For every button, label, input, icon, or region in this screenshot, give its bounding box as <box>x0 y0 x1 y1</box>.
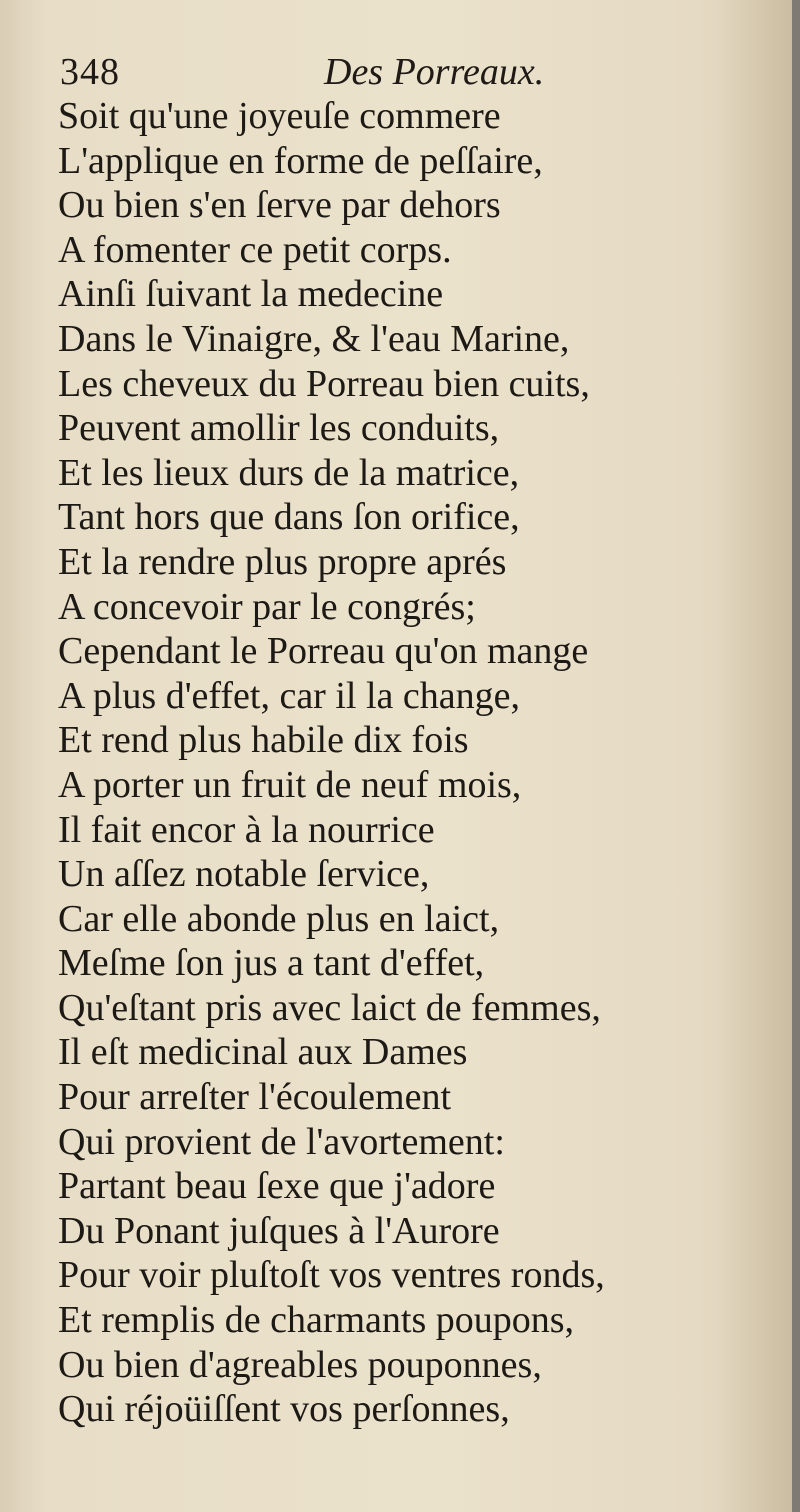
verse-line: A porter un fruit de neuf mois, <box>58 763 522 806</box>
verse-line: Peuvent amollir les conduits, <box>58 407 500 450</box>
page-number: 348 <box>60 51 120 93</box>
verse-line: Qu'eſtant pris avec laict de femmes, <box>58 986 601 1029</box>
verse-line: A fomenter ce petit corps. <box>58 228 452 271</box>
verse-line: Et rend plus habile dix fois <box>58 719 469 762</box>
verse-line: Ou bien s'en ſerve par dehors <box>58 184 501 227</box>
verse-line: Cependant le Porreau qu'on mange <box>58 630 589 673</box>
verse-line: A plus d'effet, car il la change, <box>58 674 520 717</box>
verse-line: Et la rendre plus propre aprés <box>58 540 507 583</box>
verse-line: Il fait encor à la nourrice <box>58 808 435 851</box>
verse-line: Ainſi ſuivant la medecine <box>58 273 444 316</box>
verse-line: Dans le Vinaigre, & l'eau Marine, <box>58 317 570 360</box>
verse-line: Qui provient de l'avortement: <box>58 1120 505 1163</box>
verse-line: Et les lieux durs de la matrice, <box>58 451 520 494</box>
verse-line: Qui réjoüiſſent vos perſonnes, <box>58 1388 510 1431</box>
verse-line: Pour arreſter l'écoulement <box>58 1076 452 1119</box>
verse-line: Pour voir pluſtoſt vos ventres ronds, <box>58 1254 605 1297</box>
verse-line: Soit qu'une joyeuſe commere <box>58 95 501 137</box>
verse-line: Car elle abonde plus en laict, <box>58 897 500 940</box>
running-head <box>60 50 620 94</box>
verse-line: Tant hors que dans ſon orifice, <box>58 496 520 539</box>
verse-line: Partant beau ſexe que j'adore <box>58 1165 496 1208</box>
verse-line: L'applique en forme de peſſaire, <box>58 139 543 182</box>
verse-line: Meſme ſon jus a tant d'effet, <box>58 942 485 985</box>
verse-line: Et remplis de charmants poupons, <box>58 1299 575 1342</box>
verse-line: Il eſt medicinal aux Dames <box>58 1031 468 1074</box>
poem-text <box>58 94 738 1432</box>
verse-line: A concevoir par le congrés; <box>58 585 476 628</box>
verse-line: Du Ponant juſques à l'Aurore <box>58 1209 500 1252</box>
verse-line: Les cheveux du Porreau bien cuits, <box>58 362 590 405</box>
verse-line: Ou bien d'agreables pouponnes, <box>58 1343 542 1386</box>
running-title: Des Porreaux. <box>324 51 545 93</box>
verse-line: Un aſſez notable ſervice, <box>58 853 430 896</box>
